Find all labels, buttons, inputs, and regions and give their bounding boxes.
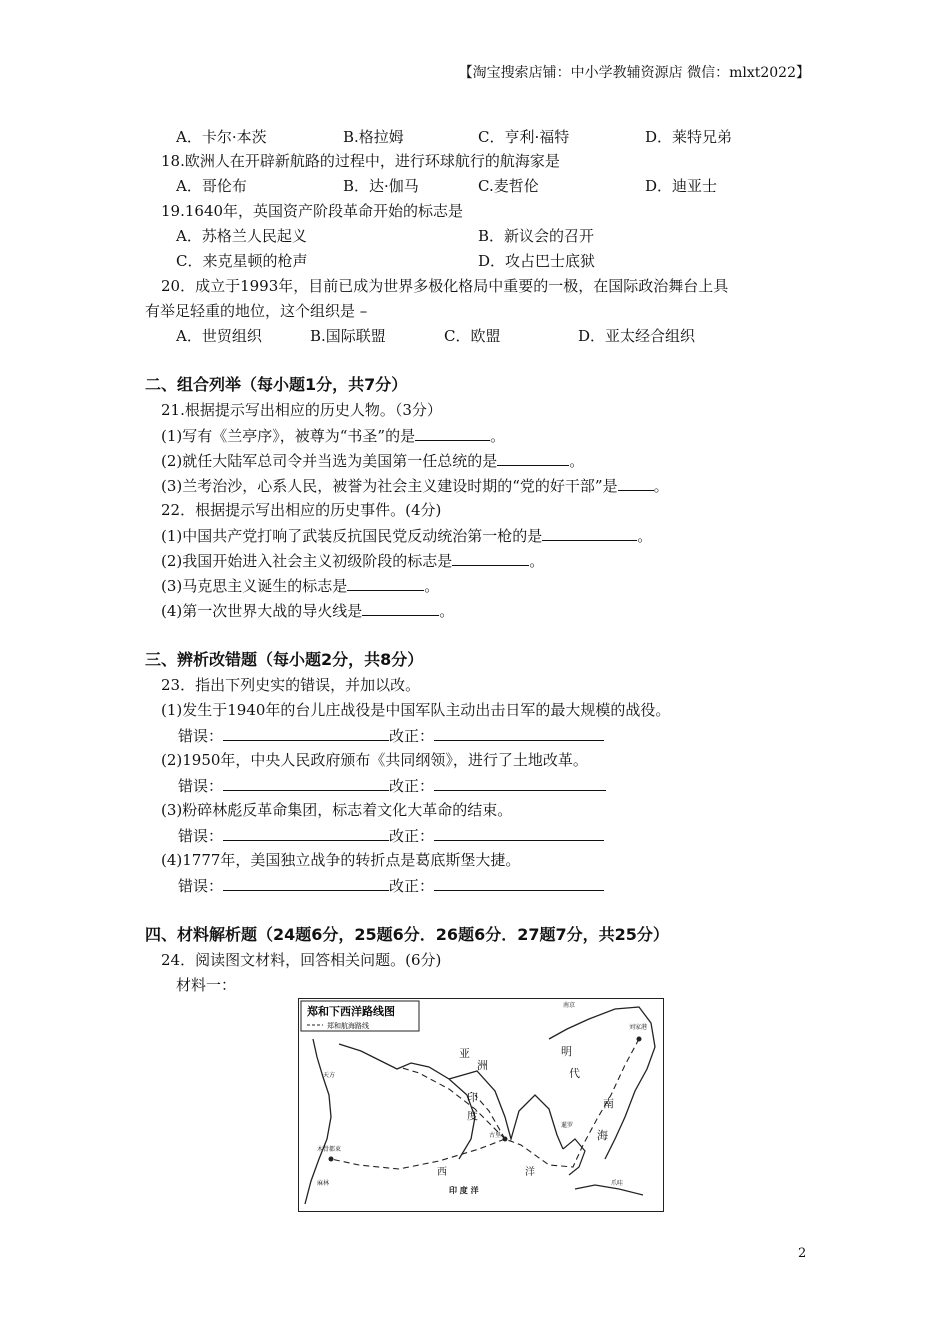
option-c: C．欧盟 <box>444 327 501 345</box>
q21-item-2: (2)就任大陆军总司令并当选为美国第一任总统的是 。 <box>161 452 585 470</box>
q23-item-1: (1)发生于1940年的台儿庄战役是中国军队主动出击日军的最大规模的战役。 <box>161 701 671 719</box>
fix-blank[interactable] <box>434 775 606 791</box>
page-header-notice: 【淘宝搜索店铺：中小学教辅资源店 微信：mlxt2022】 <box>458 65 810 81</box>
map-figure <box>299 999 662 1210</box>
section4-title: 四、材料解析题（24题6分，25题6分．26题6分．27题7分，共25分） <box>145 925 669 944</box>
q23-item-2: (2)1950年，中央人民政府颁布《共同纲领》，进行了土地改革。 <box>161 751 588 769</box>
answer-blank[interactable] <box>618 475 654 491</box>
q24-stem: 24．阅读图文材料，回答相关问题。(6分) <box>161 951 442 969</box>
label-calicut: 古里 <box>489 1132 502 1139</box>
nanjing-marker <box>637 1037 642 1042</box>
q19-stem: 19.1640年，英国资产阶段革命开始的标志是 <box>161 202 464 220</box>
q23-item-4: (4)1777年，美国独立战争的转折点是葛底斯堡大捷。 <box>161 851 521 869</box>
label-liujia: 刘家港 <box>629 1024 648 1031</box>
option-c: C．来克星顿的枪声 <box>176 252 308 270</box>
option-a: A．世贸组织 <box>176 327 262 345</box>
coast-peninsula <box>563 1139 585 1175</box>
material-1-label: 材料一： <box>176 976 237 994</box>
section2-title: 二、组合列举（每小题1分，共7分） <box>145 375 408 394</box>
q21-item-1: (1)写有《兰亭序》，被尊为“书圣”的是 。 <box>161 427 506 445</box>
q23-answer-4: 错误： 改正： <box>178 875 604 896</box>
option-d: D．攻占巴士底狱 <box>478 252 596 270</box>
map-title: 郑和下西洋路线图 <box>307 1005 395 1018</box>
q20-stem-1: 20．成立于1993年，目前已成为世界多极化格局中重要的一极，在国际政治舞台上具 <box>161 277 729 295</box>
option-c: C.麦哲伦 <box>478 177 539 195</box>
label-nan: 南 <box>603 1097 614 1110</box>
option-c: C．亨利·福特 <box>478 128 570 146</box>
label-malindi: 麻林 <box>317 1180 330 1187</box>
zheng-he-route-map <box>298 998 664 1212</box>
answer-blank[interactable] <box>497 450 569 466</box>
label-hai: 海 <box>597 1129 608 1142</box>
q21-stem: 21.根据提示写出相应的历史人物。（3分） <box>161 401 442 419</box>
page-number: 2 <box>798 1246 807 1261</box>
label-india-1: 印 <box>467 1091 478 1104</box>
q22-item-1: (1)中国共产党打响了武装反抗国民党反动统治第一枪的是 。 <box>161 527 653 545</box>
q18-stem: 18.欧洲人在开辟新航路的过程中，进行环球航行的航海家是 <box>161 152 560 170</box>
answer-blank[interactable] <box>415 425 490 441</box>
fix-blank[interactable] <box>434 725 604 741</box>
q21-item-3: (3)兰考治沙，心系人民，被誉为社会主义建设时期的“党的好干部”是 。 <box>161 477 669 495</box>
q22-item-4: (4)第一次世界大战的导火线是 。 <box>161 602 455 620</box>
option-d: D．莱特兄弟 <box>645 128 733 146</box>
label-indian-ocean: 印 度 洋 <box>449 1185 479 1195</box>
q23-answer-2: 错误： 改正： <box>178 775 606 796</box>
option-d: D．亚太经合组织 <box>578 327 696 345</box>
answer-blank[interactable] <box>362 600 439 616</box>
q23-answer-1: 错误： 改正： <box>178 725 604 746</box>
option-a: A．苏格兰人民起义 <box>176 227 307 245</box>
option-d: D．迪亚士 <box>645 177 718 195</box>
label-tianfang: 天方 <box>323 1072 336 1079</box>
q22-stem: 22．根据提示写出相应的历史事件。(4分) <box>161 501 442 519</box>
map-legend: 郑和航海路线 <box>327 1022 369 1030</box>
label-ming-1: 明 <box>561 1045 572 1058</box>
option-b: B.国际联盟 <box>310 327 386 345</box>
coast-arabia <box>339 1044 475 1159</box>
option-a: A．哥伦布 <box>176 177 247 195</box>
q23-answer-3: 错误： 改正： <box>178 825 604 846</box>
label-west: 西 <box>437 1167 447 1178</box>
coast-java <box>575 1185 643 1195</box>
label-nanjing: 南京 <box>563 1002 576 1009</box>
option-b: B．新议会的召开 <box>478 227 595 245</box>
label-mogadishu: 木骨都束 <box>317 1146 342 1153</box>
error-blank[interactable] <box>223 825 389 841</box>
option-a: A．卡尔·本茨 <box>176 128 267 146</box>
label-jiawa: 爪哇 <box>611 1180 624 1187</box>
answer-blank[interactable] <box>452 550 529 566</box>
error-blank[interactable] <box>223 875 389 891</box>
mogadishu-marker <box>329 1157 334 1162</box>
calicut-marker <box>503 1137 508 1142</box>
q20-stem-2: 有举足轻重的地位，这个组织是 – <box>145 302 368 320</box>
label-asia-2: 洲 <box>477 1059 488 1072</box>
section3-title: 三、辨析改错题（每小题2分，共8分） <box>145 650 424 669</box>
label-asia-1: 亚 <box>459 1047 470 1060</box>
label-ming-2: 代 <box>569 1067 580 1080</box>
fix-blank[interactable] <box>434 875 604 891</box>
q22-item-3: (3)马克思主义诞生的标志是 。 <box>161 577 440 595</box>
answer-blank[interactable] <box>347 575 424 591</box>
fix-blank[interactable] <box>434 825 604 841</box>
option-b: B．达·伽马 <box>343 177 419 195</box>
label-yang: 洋 <box>525 1167 535 1178</box>
label-siam: 暹罗 <box>561 1122 574 1129</box>
label-india-2: 度 <box>467 1109 478 1122</box>
q22-item-2: (2)我国开始进入社会主义初级阶段的标志是 。 <box>161 552 545 570</box>
option-b: B.格拉姆 <box>343 128 404 146</box>
answer-blank[interactable] <box>542 525 637 541</box>
error-blank[interactable] <box>223 775 389 791</box>
q23-item-3: (3)粉碎林彪反革命集团，标志着文化大革命的结束。 <box>161 801 513 819</box>
q23-stem: 23．指出下列史实的错误，并加以改。 <box>161 676 421 694</box>
error-blank[interactable] <box>223 725 389 741</box>
